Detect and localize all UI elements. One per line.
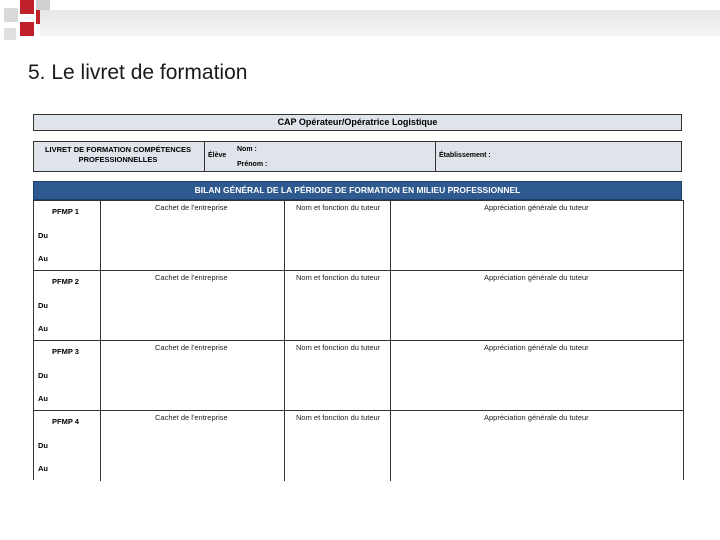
cachet-column-label: Cachet de l'entreprise [155, 273, 228, 282]
appreciation-column-label: Appréciation générale du tuteur [484, 413, 589, 422]
nom-label: Nom : [237, 146, 257, 153]
au-label: Au [38, 254, 48, 263]
au-label: Au [38, 324, 48, 333]
du-label: Du [38, 301, 48, 310]
pfmp-block [34, 270, 683, 341]
pfmp-grid [33, 200, 684, 480]
pfmp-block [34, 200, 683, 271]
cachet-column-label: Cachet de l'entreprise [155, 343, 228, 352]
etablissement-label: Établissement : [439, 152, 491, 159]
appreciation-column-label: Appréciation générale du tuteur [484, 273, 589, 282]
livret-label: LIVRET DE FORMATION COMPÉTENCES PROFESSIONNELLES [44, 145, 192, 164]
bilan-banner: BILAN GÉNÉRAL DE LA PÉRIODE DE FORMATION EN MILIEU PROFESSIONNEL [33, 181, 682, 200]
top-gray-bar [40, 10, 720, 36]
eleve-label: Élève [208, 152, 227, 159]
du-label: Du [38, 441, 48, 450]
prenom-label: Prénom : [237, 161, 268, 168]
appreciation-column-label: Appréciation générale du tuteur [484, 343, 589, 352]
slide-title: 5. Le livret de formation [28, 61, 248, 84]
pfmp-label: PFMP 2 [52, 277, 79, 286]
pfmp-block [34, 410, 683, 481]
tuteur-column-label: Nom et fonction du tuteur [296, 343, 381, 352]
eleve-cell [205, 142, 436, 171]
cachet-column-label: Cachet de l'entreprise [155, 413, 228, 422]
form-header-title: CAP Opérateur/Opératrice Logistique [33, 114, 682, 131]
livret-cell [34, 142, 205, 171]
tuteur-column-label: Nom et fonction du tuteur [296, 273, 381, 282]
form-identity-row [33, 141, 682, 172]
pfmp-block [34, 340, 683, 411]
cachet-column-label: Cachet de l'entreprise [155, 203, 228, 212]
pfmp-label: PFMP 1 [52, 207, 79, 216]
appreciation-column-label: Appréciation générale du tuteur [484, 203, 589, 212]
pfmp-label: PFMP 3 [52, 347, 79, 356]
du-label: Du [38, 231, 48, 240]
tuteur-column-label: Nom et fonction du tuteur [296, 413, 381, 422]
du-label: Du [38, 371, 48, 380]
pfmp-label: PFMP 4 [52, 417, 79, 426]
tuteur-column-label: Nom et fonction du tuteur [296, 203, 381, 212]
au-label: Au [38, 394, 48, 403]
au-label: Au [38, 464, 48, 473]
